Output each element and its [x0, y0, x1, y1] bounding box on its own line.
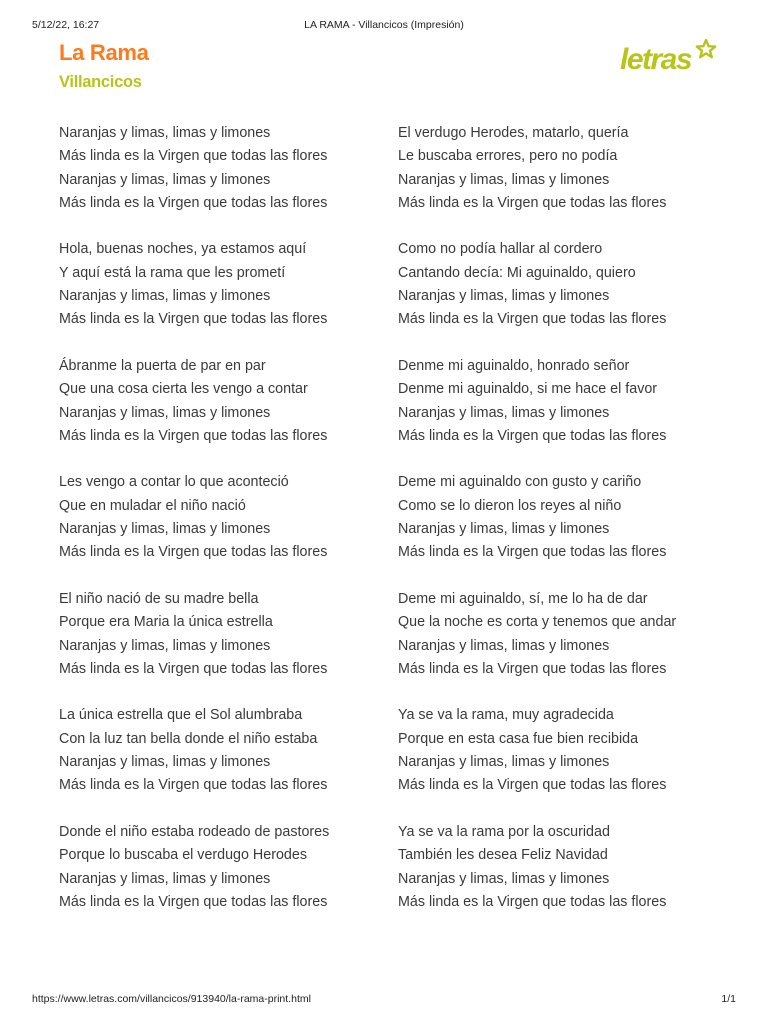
lyric-line: Le buscaba errores, pero no podía — [398, 148, 618, 165]
lyric-line: Naranjas y limas, limas y limones — [398, 521, 610, 538]
stanza — [59, 821, 329, 914]
lyric-line: Ya se va la rama, muy agradecida — [398, 707, 614, 724]
lyric-line: Denme mi aguinaldo, si me hace el favor — [398, 381, 658, 398]
stanza — [59, 355, 329, 448]
lyric-line: Naranjas y limas, limas y limones — [59, 288, 271, 305]
lyric-line: Naranjas y limas, limas y limones — [59, 754, 271, 771]
stanza — [59, 122, 329, 215]
lyric-line: Naranjas y limas, limas y limones — [59, 521, 271, 538]
lyric-line: Más linda es la Virgen que todas las flores — [59, 544, 328, 561]
lyric-line: Más linda es la Virgen que todas las flores — [59, 893, 328, 910]
lyric-line: Que la noche es corta y tenemos que andar — [398, 614, 677, 631]
lyric-line: Más linda es la Virgen que todas las flores — [59, 311, 328, 328]
lyric-line: Naranjas y limas, limas y limones — [398, 754, 610, 771]
lyric-line: Naranjas y limas, limas y limones — [398, 870, 610, 887]
lyric-line: Naranjas y limas, limas y limones — [59, 404, 271, 421]
stanza — [398, 471, 676, 564]
lyric-line: Como se lo dieron los reyes al niño — [398, 497, 622, 514]
lyric-line: Más linda es la Virgen que todas las flores — [398, 311, 667, 328]
lyric-line: Porque era Maria la única estrella — [59, 614, 273, 631]
lyrics-column-left — [59, 122, 329, 937]
lyric-line: Más linda es la Virgen que todas las flores — [59, 777, 328, 794]
page-number: 1/1 — [721, 993, 736, 1005]
lyric-line: Más linda es la Virgen que todas las flores — [398, 660, 667, 677]
lyric-line: Porque en esta casa fue bien recibida — [398, 730, 639, 747]
lyric-line: Hola, buenas noches, ya estamos aquí — [59, 241, 307, 258]
lyric-line: Más linda es la Virgen que todas las flores — [398, 427, 667, 444]
lyric-line: Naranjas y limas, limas y limones — [398, 404, 610, 421]
lyric-line: Más linda es la Virgen que todas las flores — [59, 148, 328, 165]
lyric-line: Más linda es la Virgen que todas las flores — [398, 893, 667, 910]
lyric-line: Donde el niño estaba rodeado de pastores — [59, 823, 330, 840]
lyric-line: Más linda es la Virgen que todas las flores — [398, 777, 667, 794]
logo-wordmark: letras — [620, 43, 692, 76]
lyric-line: Naranjas y limas, limas y limones — [59, 637, 271, 654]
print-date: 5/12/22, 16:27 — [32, 19, 100, 31]
stanza — [59, 471, 329, 564]
lyric-line: Naranjas y limas, limas y limones — [59, 125, 271, 141]
lyric-line: La única estrella que el Sol alumbraba — [59, 707, 303, 724]
lyric-line: Deme mi aguinaldo, sí, me lo ha de dar — [398, 590, 648, 607]
stanza — [59, 588, 329, 681]
artist-name[interactable]: Villancicos — [59, 73, 142, 91]
stanza — [398, 588, 676, 681]
lyric-line: Porque lo buscaba el verdugo Herodes — [59, 847, 307, 864]
stanza — [59, 704, 329, 797]
song-title: La Rama — [59, 40, 149, 65]
letras-logo-mark — [618, 36, 718, 82]
lyric-line: Naranjas y limas, limas y limones — [59, 171, 271, 188]
lyric-line: Que una cosa cierta les vengo a contar — [59, 381, 308, 398]
letras-logo[interactable] — [618, 36, 718, 82]
lyric-line: Con la luz tan bella donde el niño estaba — [59, 730, 318, 747]
stanza — [398, 238, 676, 331]
lyric-line: Más linda es la Virgen que todas las flores — [398, 194, 667, 211]
lyric-line: Deme mi aguinaldo con gusto y cariño — [398, 474, 642, 491]
lyric-line: Denme mi aguinaldo, honrado señor — [398, 357, 630, 374]
lyric-line: Naranjas y limas, limas y limones — [398, 171, 610, 188]
lyric-line: Como no podía hallar al cordero — [398, 241, 603, 258]
lyric-line: El verdugo Herodes, matarlo, quería — [398, 125, 629, 141]
lyric-line: Más linda es la Virgen que todas las flores — [59, 427, 328, 444]
page-url: https://www.letras.com/villancicos/913940/la-rama-print.html — [32, 993, 311, 1005]
lyric-line: Más linda es la Virgen que todas las flores — [59, 660, 328, 677]
stanza — [398, 821, 676, 914]
print-page-title: LA RAMA - Villancicos (Impresión) — [304, 19, 464, 31]
lyric-line: Naranjas y limas, limas y limones — [398, 288, 610, 305]
lyric-line: Ábranme la puerta de par en par — [59, 357, 266, 374]
lyric-line: Les vengo a contar lo que aconteció — [59, 474, 289, 491]
lyric-line: Naranjas y limas, limas y limones — [59, 870, 271, 887]
lyric-line: Más linda es la Virgen que todas las flores — [59, 194, 328, 211]
lyric-line: Y aquí está la rama que les prometí — [59, 264, 286, 281]
star-icon — [697, 40, 715, 57]
lyric-line: Naranjas y limas, limas y limones — [398, 637, 610, 654]
lyric-line: El niño nació de su madre bella — [59, 590, 259, 607]
stanza — [398, 122, 676, 215]
lyric-line: Ya se va la rama por la oscuridad — [398, 823, 610, 840]
lyric-line: Que en muladar el niño nació — [59, 497, 246, 514]
stanza — [398, 355, 676, 448]
lyric-line: También les desea Feliz Navidad — [398, 847, 608, 864]
stanza — [398, 704, 676, 797]
print-header — [0, 0, 768, 34]
stanza — [59, 238, 329, 331]
lyric-line: Más linda es la Virgen que todas las flores — [398, 544, 667, 561]
lyric-line: Cantando decía: Mi aguinaldo, quiero — [398, 264, 636, 281]
lyrics-column-right — [398, 122, 676, 937]
